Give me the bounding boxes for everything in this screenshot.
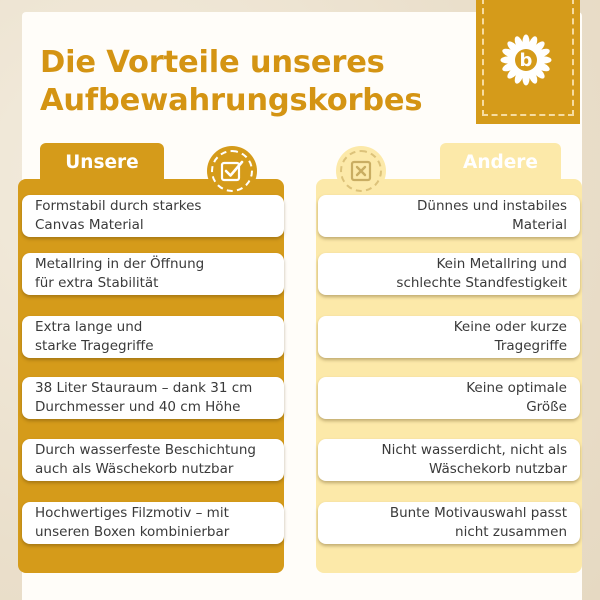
item-text-line: Extra lange und: [35, 319, 143, 335]
title-line-1: Die Vorteile unseres: [40, 45, 385, 80]
item-text-line: Kein Metallring und: [436, 256, 567, 272]
item-text-line: für extra Stabilität: [35, 275, 159, 291]
item-text-line: starke Tragegriffe: [35, 338, 154, 354]
item-text-line: Formstabil durch starkes: [35, 198, 202, 214]
item-text-line: auch als Wäschekorb nutzbar: [35, 461, 234, 477]
item-text-line: Keine optimale: [466, 380, 567, 396]
item-text-line: nicht zusammen: [455, 524, 567, 540]
item-text-line: Größe: [526, 399, 567, 415]
cross-badge: [336, 146, 386, 196]
item-text-line: Nicht wasserdicht, nicht als: [381, 442, 567, 458]
unsere-item-1: [22, 195, 284, 237]
andere-item-1: [318, 195, 580, 237]
andere-item-3: [318, 316, 580, 358]
flower-logo-icon: [498, 32, 554, 88]
checkbox-check-icon: [220, 159, 244, 183]
andere-item-6: [318, 502, 580, 544]
item-text-line: unseren Boxen kombinierbar: [35, 524, 230, 540]
logo-letter: b: [519, 50, 533, 71]
item-text-line: schlechte Standfestigkeit: [396, 275, 567, 291]
item-text-line: Keine oder kurze: [453, 319, 567, 335]
unsere-item-5: [22, 439, 284, 481]
item-text-line: Dünnes und instabiles: [417, 198, 567, 214]
item-text-line: 38 Liter Stauraum – dank 31 cm: [35, 380, 253, 396]
unsere-item-2: [22, 253, 284, 295]
item-text-line: Durch wasserfeste Beschichtung: [35, 442, 256, 458]
item-text-line: Wäschekorb nutzbar: [429, 461, 567, 477]
andere-item-4: [318, 377, 580, 419]
item-text-line: Hochwertiges Filzmotiv – mit: [35, 505, 229, 521]
page-title: [40, 44, 422, 120]
check-badge: [207, 146, 257, 196]
andere-item-2: [318, 253, 580, 295]
andere-item-5: [318, 439, 580, 481]
item-text-line: Durchmesser und 40 cm Höhe: [35, 399, 241, 415]
item-text-line: Metallring in der Öffnung: [35, 256, 205, 272]
item-text-line: Material: [512, 217, 567, 233]
item-text-line: Tragegriffe: [494, 338, 567, 354]
checkbox-cross-icon: [349, 159, 373, 183]
unsere-item-6: [22, 502, 284, 544]
item-text-line: Bunte Motivauswahl passt: [389, 505, 567, 521]
unsere-label: Unsere: [40, 143, 164, 181]
item-text-line: Canvas Material: [35, 217, 144, 233]
brand-ribbon: [476, 0, 580, 124]
andere-label: Andere: [440, 143, 561, 181]
unsere-item-4: [22, 377, 284, 419]
title-line-2: Aufbewahrungskorbes: [40, 83, 423, 118]
unsere-item-3: [22, 316, 284, 358]
